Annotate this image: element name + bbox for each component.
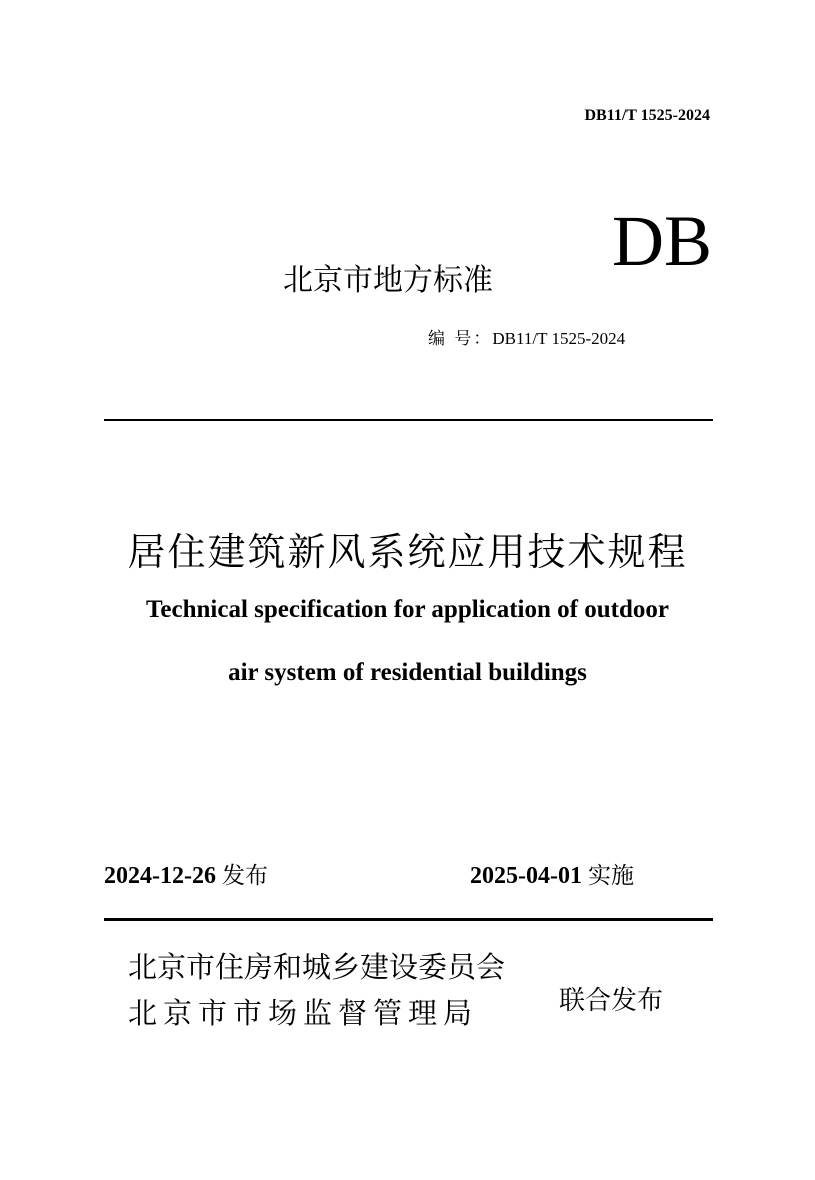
standard-number-label: 编 号： (428, 329, 493, 349)
standard-number-value: DB11/T 1525-2024 (492, 329, 626, 348)
title-english-line-2: air system of residential buildings (228, 659, 587, 686)
joint-issue-label: 联合发布 (559, 986, 664, 1016)
effective-date (470, 857, 634, 890)
publish-date (104, 857, 268, 890)
db-mark: DB (611, 201, 712, 281)
title-chinese: 居住建筑新风系统应用技术规程 (127, 530, 688, 574)
title-english-line-1: Technical specification for application of outdoor (146, 596, 669, 623)
divider-bottom (104, 918, 713, 921)
effective-date-label: 实施 (587, 863, 634, 889)
issuer-market-regulation: 北京市市场监督管理局 (128, 996, 479, 1030)
standard-type-label: 北京市地方标准 (283, 263, 493, 298)
standard-code-top: DB11/T 1525-2024 (584, 107, 710, 124)
divider-top (104, 419, 713, 421)
issuer-housing-commission: 北京市住房和城乡建设委员会 (128, 950, 506, 984)
effective-date-value: 2025-04-01 (470, 863, 582, 889)
standard-number-line (428, 324, 625, 349)
publish-date-value: 2024-12-26 (104, 863, 216, 889)
publish-date-label: 发布 (221, 863, 268, 889)
